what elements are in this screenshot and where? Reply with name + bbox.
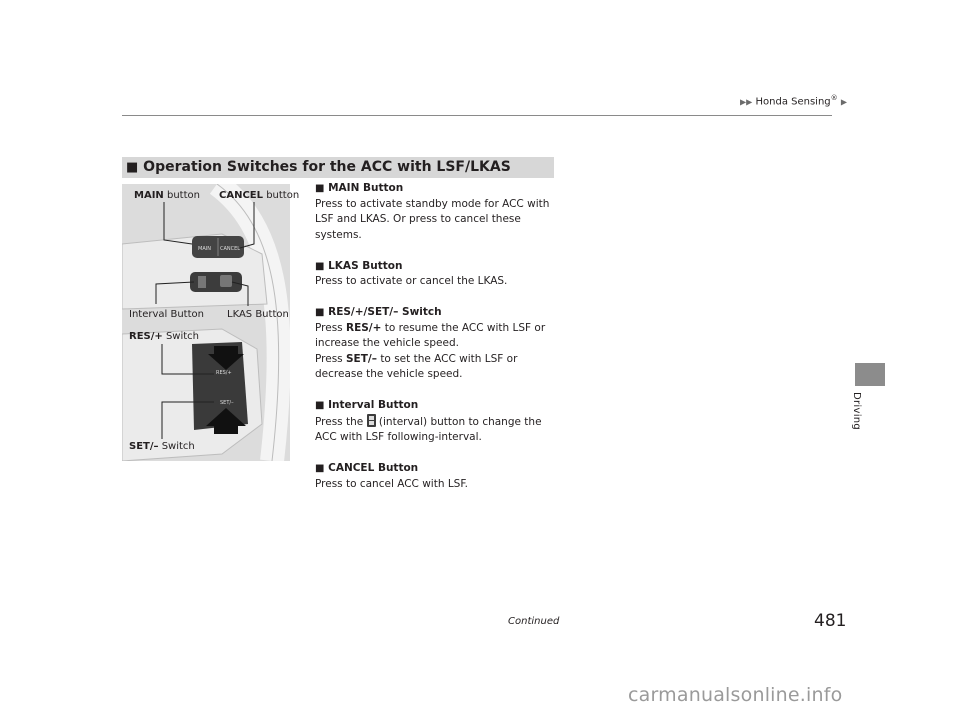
main-button-label: MAIN [198,246,211,252]
interval-icon [367,414,376,427]
lkas-button-heading: ■ LKAS Button [315,259,403,272]
black-square-icon: ■ [315,307,325,318]
watermark: carmanualsonline.info [628,684,843,706]
section-title-text: Operation Switches for the ACC with LSF/LKAS [143,159,511,175]
breadcrumb [740,94,847,107]
res-switch-callout: RES/+ Switch [129,331,200,342]
cancel-button-heading: ■ CANCEL Button [315,462,419,474]
registered-mark: ® [830,94,838,102]
main-button-text: Press to activate standby mode for ACC with LSF and LKAS. Or press to cancel these systems. [315,197,550,241]
section-title [126,157,511,178]
header-rule [122,115,832,116]
black-square-icon: ■ [315,400,325,411]
cancel-button-label: CANCEL [220,246,241,252]
chapter-tab-label: Driving [851,392,862,431]
double-triangle-icon: ▶▶ [740,97,753,107]
set-switch-label: SET/– [220,400,234,406]
triangle-icon: ▶ [840,97,847,107]
black-square-icon: ■ [315,463,325,474]
res-switch-label: RES/+ [216,370,232,376]
steering-switch-illustration [122,184,290,461]
steering-wheel-drawing [122,184,290,461]
cancel-button-callout: CANCEL button [219,190,300,201]
cancel-button-text: Press to cancel ACC with LSF. [315,477,469,490]
lkas-button-text: Press to activate or cancel the LKAS. [315,275,508,287]
interval-button-callout: Interval Button [129,309,204,320]
switch-descriptions [315,181,555,508]
set-switch-callout: SET/– Switch [129,441,195,452]
black-square-icon: ■ [315,260,325,272]
interval-button-text: Press the (interval) button to change the ACC with LSF following-interval. [315,415,542,443]
main-button-callout: MAIN button [134,190,200,201]
page-number: 481 [814,611,847,631]
black-square-icon: ■ [315,183,325,194]
lkas-button-callout: LKAS Button [227,309,289,320]
breadcrumb-label: Honda Sensing [755,96,831,108]
black-square-icon: ■ [126,160,139,175]
res-set-switch-text: Press RES/+ to resume the ACC with LSF or increase the vehicle speed. Press SET/– to set the ACC with LSF or decrease the vehicle speed. [315,321,546,380]
main-button-heading: ■ MAIN Button [315,182,404,194]
interval-button-heading: ■ Interval Button [315,399,419,411]
chapter-tab [855,363,885,386]
continued-label: Continued [508,616,560,627]
res-set-switch-heading: ■ RES/+/SET/– Switch [315,306,442,318]
